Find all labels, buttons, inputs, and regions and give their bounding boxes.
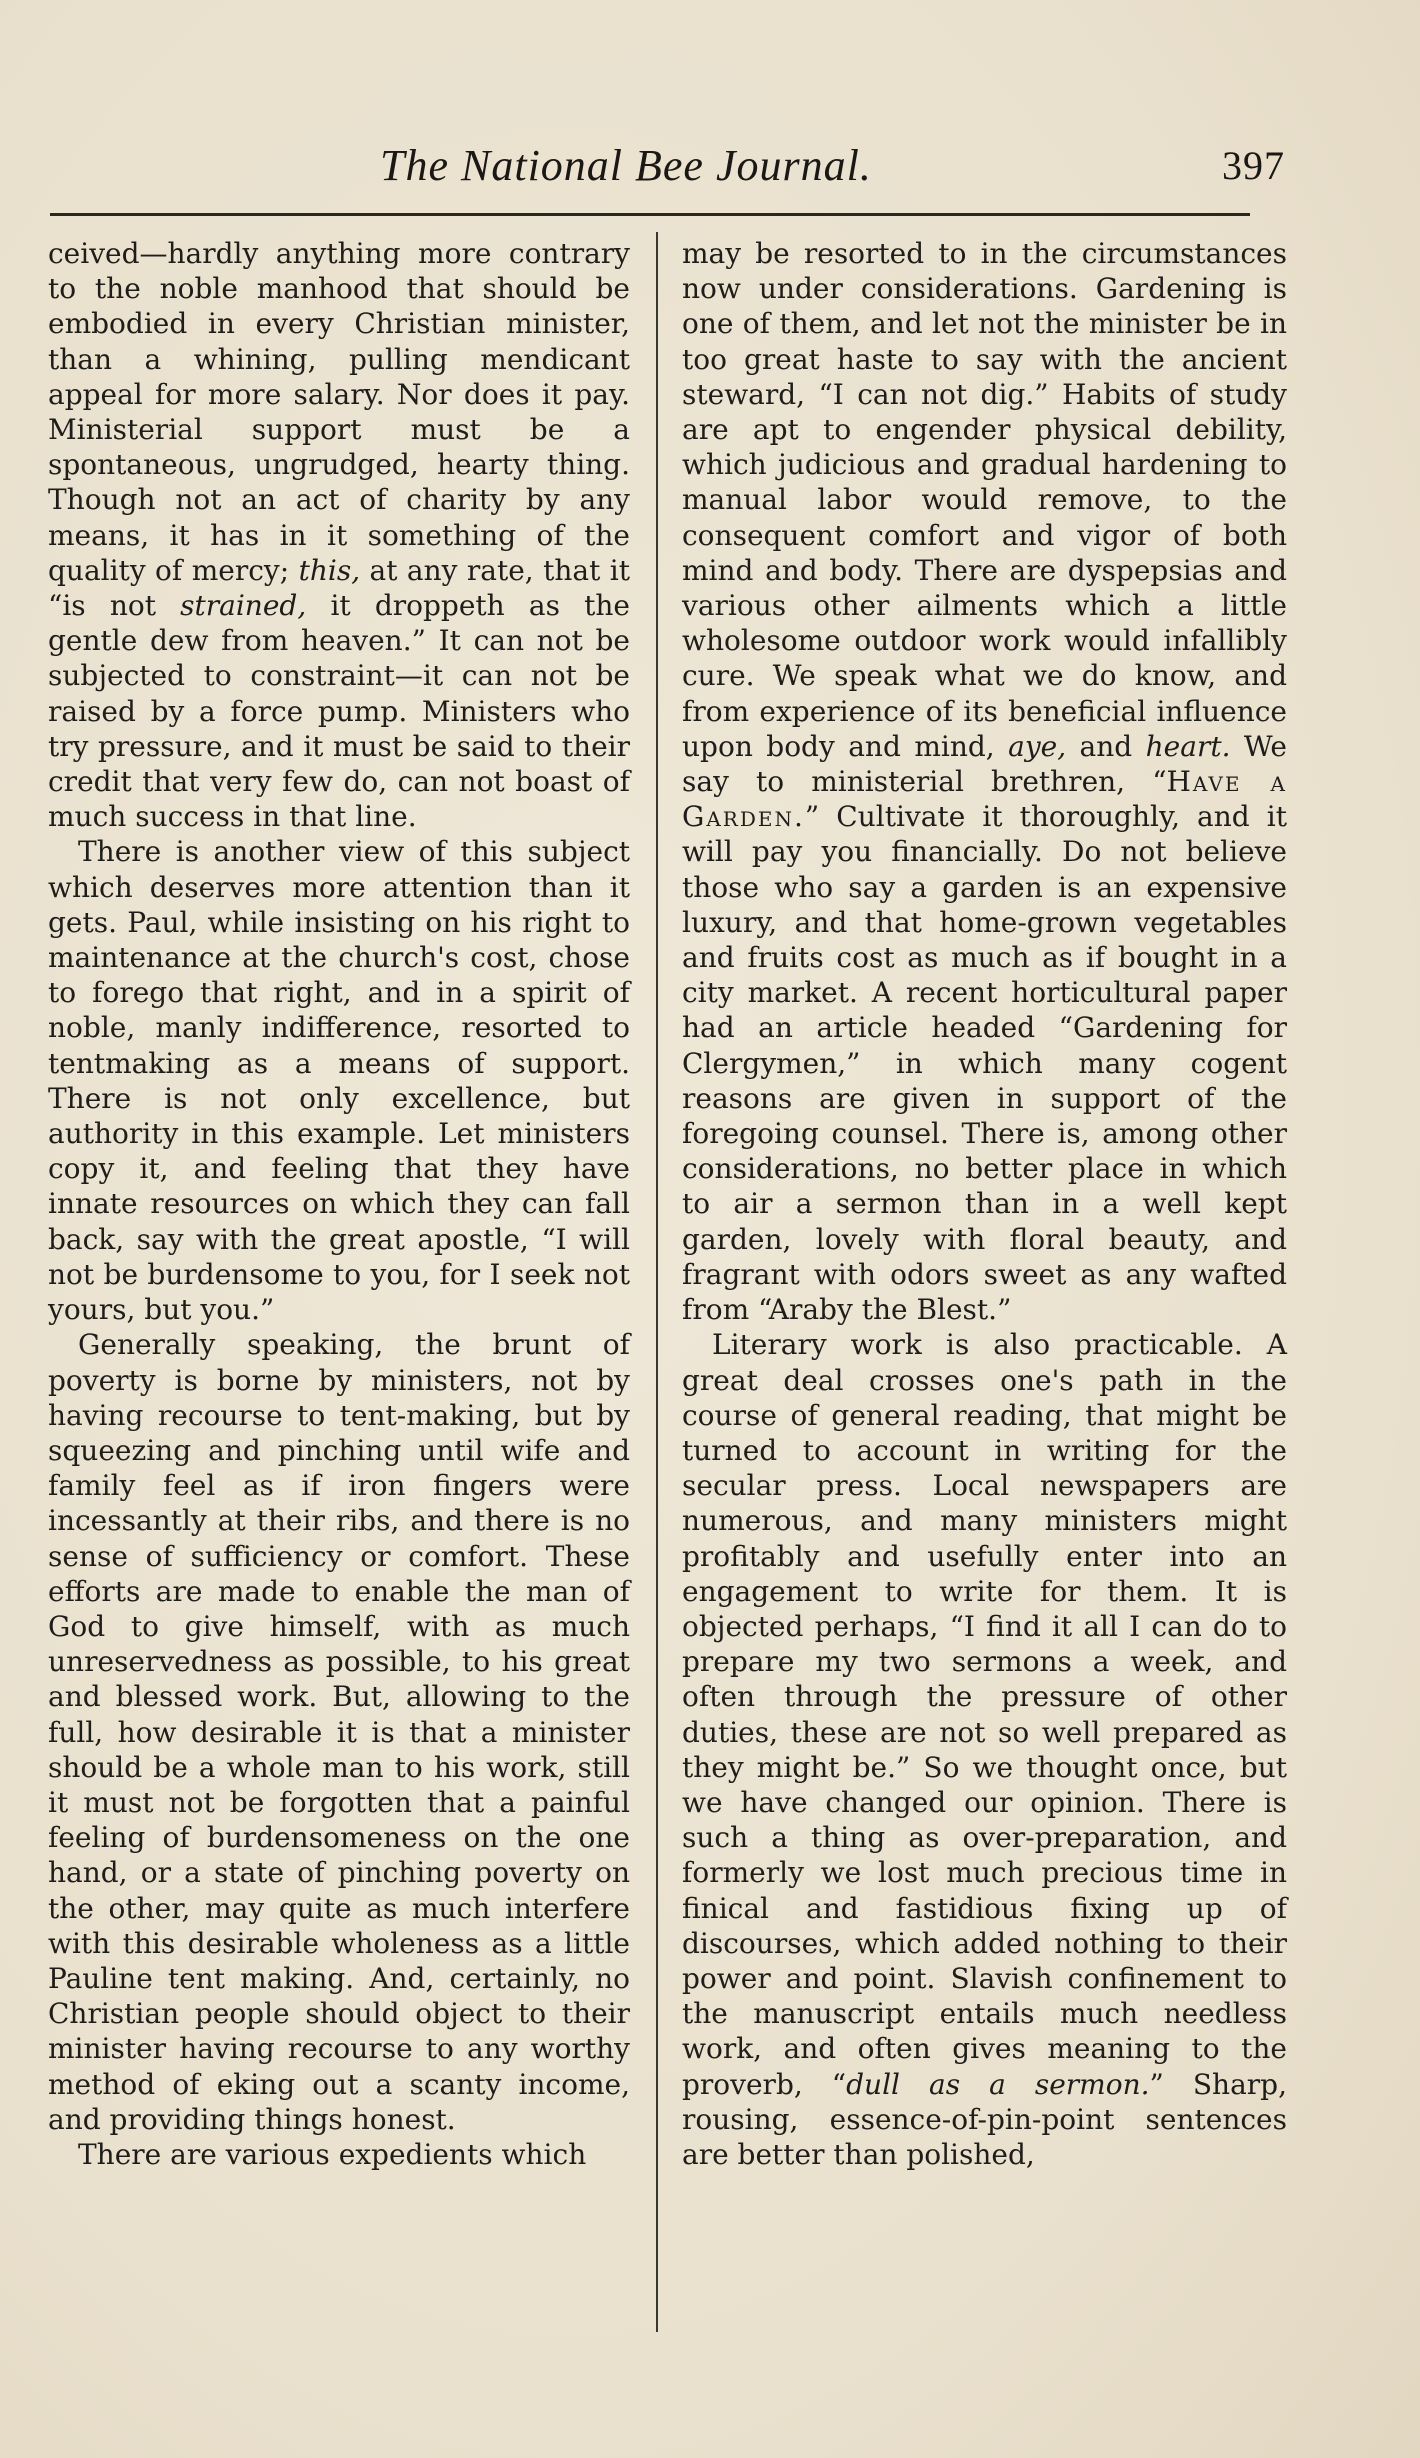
left-paragraph-4: There are various expedients which — [78, 2137, 587, 2171]
left-paragraph-2: There is another view of this subject which deserves more attention than it gets. Paul, while insisting on his right to maintenance at the church's cost, chose to forego that right, and in a spirit of noble, manly indifference, resorted to tentmaking as a means of support. There is not only excellence, but authority in this example. Let ministers copy it, and feeling that they have innate resources on which they can fall back, say with the great apostle, “I will not be burdensome to you, for I seek not yours, but you.” — [48, 835, 630, 1327]
text-run: ” Cultivate it thoroughly, and it will pay you financially. Do not believe those who say a garden is an expensive luxury, and that home-grown vegetables and fruits cost as much as if bought in a city market. A recent horticultural paper had an article headed “Gardening for Clergymen,” in which many cogent reasons are given in support of the foregoing counsel. There is, among other considerations, no better place in which to air a sermon than in a well kept garden, lovely with floral beauty, and fragrant with odors sweet as any wafted from “Araby the Blest.” — [682, 800, 1287, 1327]
right-paragraph-1 — [682, 236, 1287, 1327]
text-run: ” Sharp, rousing, essence-of-pin-point sentences are better than polished, — [682, 2067, 1287, 2171]
header-rule — [50, 213, 1250, 216]
text-run-smallcaps: Have a Garden. — [682, 765, 1287, 834]
text-run-italic: heart. — [1145, 729, 1231, 763]
text-run: ceived—hardly anything more contrary to the noble manhood that should be embodied in every Christian minister, than a whining, pulling mendicant appeal for more salary. Nor does it pay. Ministerial support must be a spontaneous, ungrudged, hearty thing. Though not an act of charity by any means, it has in it something of the quality of mercy; — [48, 237, 630, 587]
text-run-italic: this, — [298, 553, 361, 587]
left-paragraph-1 — [48, 236, 630, 834]
text-run: may be resorted to in the circumstances now under considerations. Gardening is one of them, and let not the minister be in too great haste to say with the ancient steward, “I can not dig.” Habits of study are apt to engender physical debility, which judicious and gradual hardening to manual labor would remove, to the consequent comfort and vigor of both mind and body. There are dyspepsias and various other ailments which a little wholesome outdoor work would infallibly cure. We speak what we do know, and from experience of its beneficial influence upon body and mind, — [682, 237, 1287, 763]
text-run-italic: dull as a sermon. — [846, 2067, 1150, 2101]
text-run-italic: aye, — [1008, 729, 1067, 763]
text-run: Literary work is also practicable. A great deal crosses one's path in the course of general reading, that might be turned to account in writing for the secular press. Local newspapers are numerous, and many ministers might profitably and usefully enter into an engagement to write for them. It is objected perhaps, “I find it all I can do to prepare my two sermons a week, and often through the pressure of other duties, these are not so well prepared as they might be.” So we thought once, but we have changed our opinion. There is such a thing as over-preparation, and formerly we lost much precious time in finical and fastidious fixing up of discourses, which added nothing to their power and point. Slavish confinement to the manuscript entails much needless work, and often gives meaning to the proverb, “ — [682, 1328, 1287, 2101]
text-run-italic: strained, — [180, 589, 307, 623]
text-run: and — [1079, 729, 1133, 763]
left-column — [48, 236, 630, 2172]
journal-title: The National Bee Journal. — [380, 141, 872, 190]
right-column — [682, 236, 1287, 2172]
text-run: it droppeth as the gentle dew from heaven.” It can not be subjected to constraint—it can not be raised by a force pump. Ministers who try pressure, and it must be said to their credit that very few do, can not boast of much success in that line. — [48, 589, 630, 834]
text-run: at any rate, that it “is not — [48, 553, 630, 623]
right-paragraph-2 — [682, 1327, 1287, 2172]
page-number: 397 — [1222, 143, 1285, 188]
left-paragraph-3: Generally speaking, the brunt of poverty is borne by ministers, not by having recourse to tent-making, but by squeezing and pinching until wife and family feel as if iron fingers were incessantly at their ribs, and there is no sense of sufficiency or comfort. These efforts are made to enable the man of God to give himself, with as much unreservedness as possible, to his great and blessed work. But, allowing to the full, how desirable it is that a minister should be a whole man to his work, still it must not be forgotten that a painful feeling of burdensomeness on the one hand, or a state of pinching poverty on the other, may quite as much interfere with this desirable wholeness as a little Pauline tent making. And, certainly, no Christian people should object to their minister having recourse to any worthy method of eking out a scanty income, and providing things honest. — [48, 1328, 630, 2136]
text-run: We say to ministerial brethren, “ — [682, 729, 1287, 799]
page-header — [0, 140, 1420, 200]
column-divider — [656, 232, 658, 2332]
